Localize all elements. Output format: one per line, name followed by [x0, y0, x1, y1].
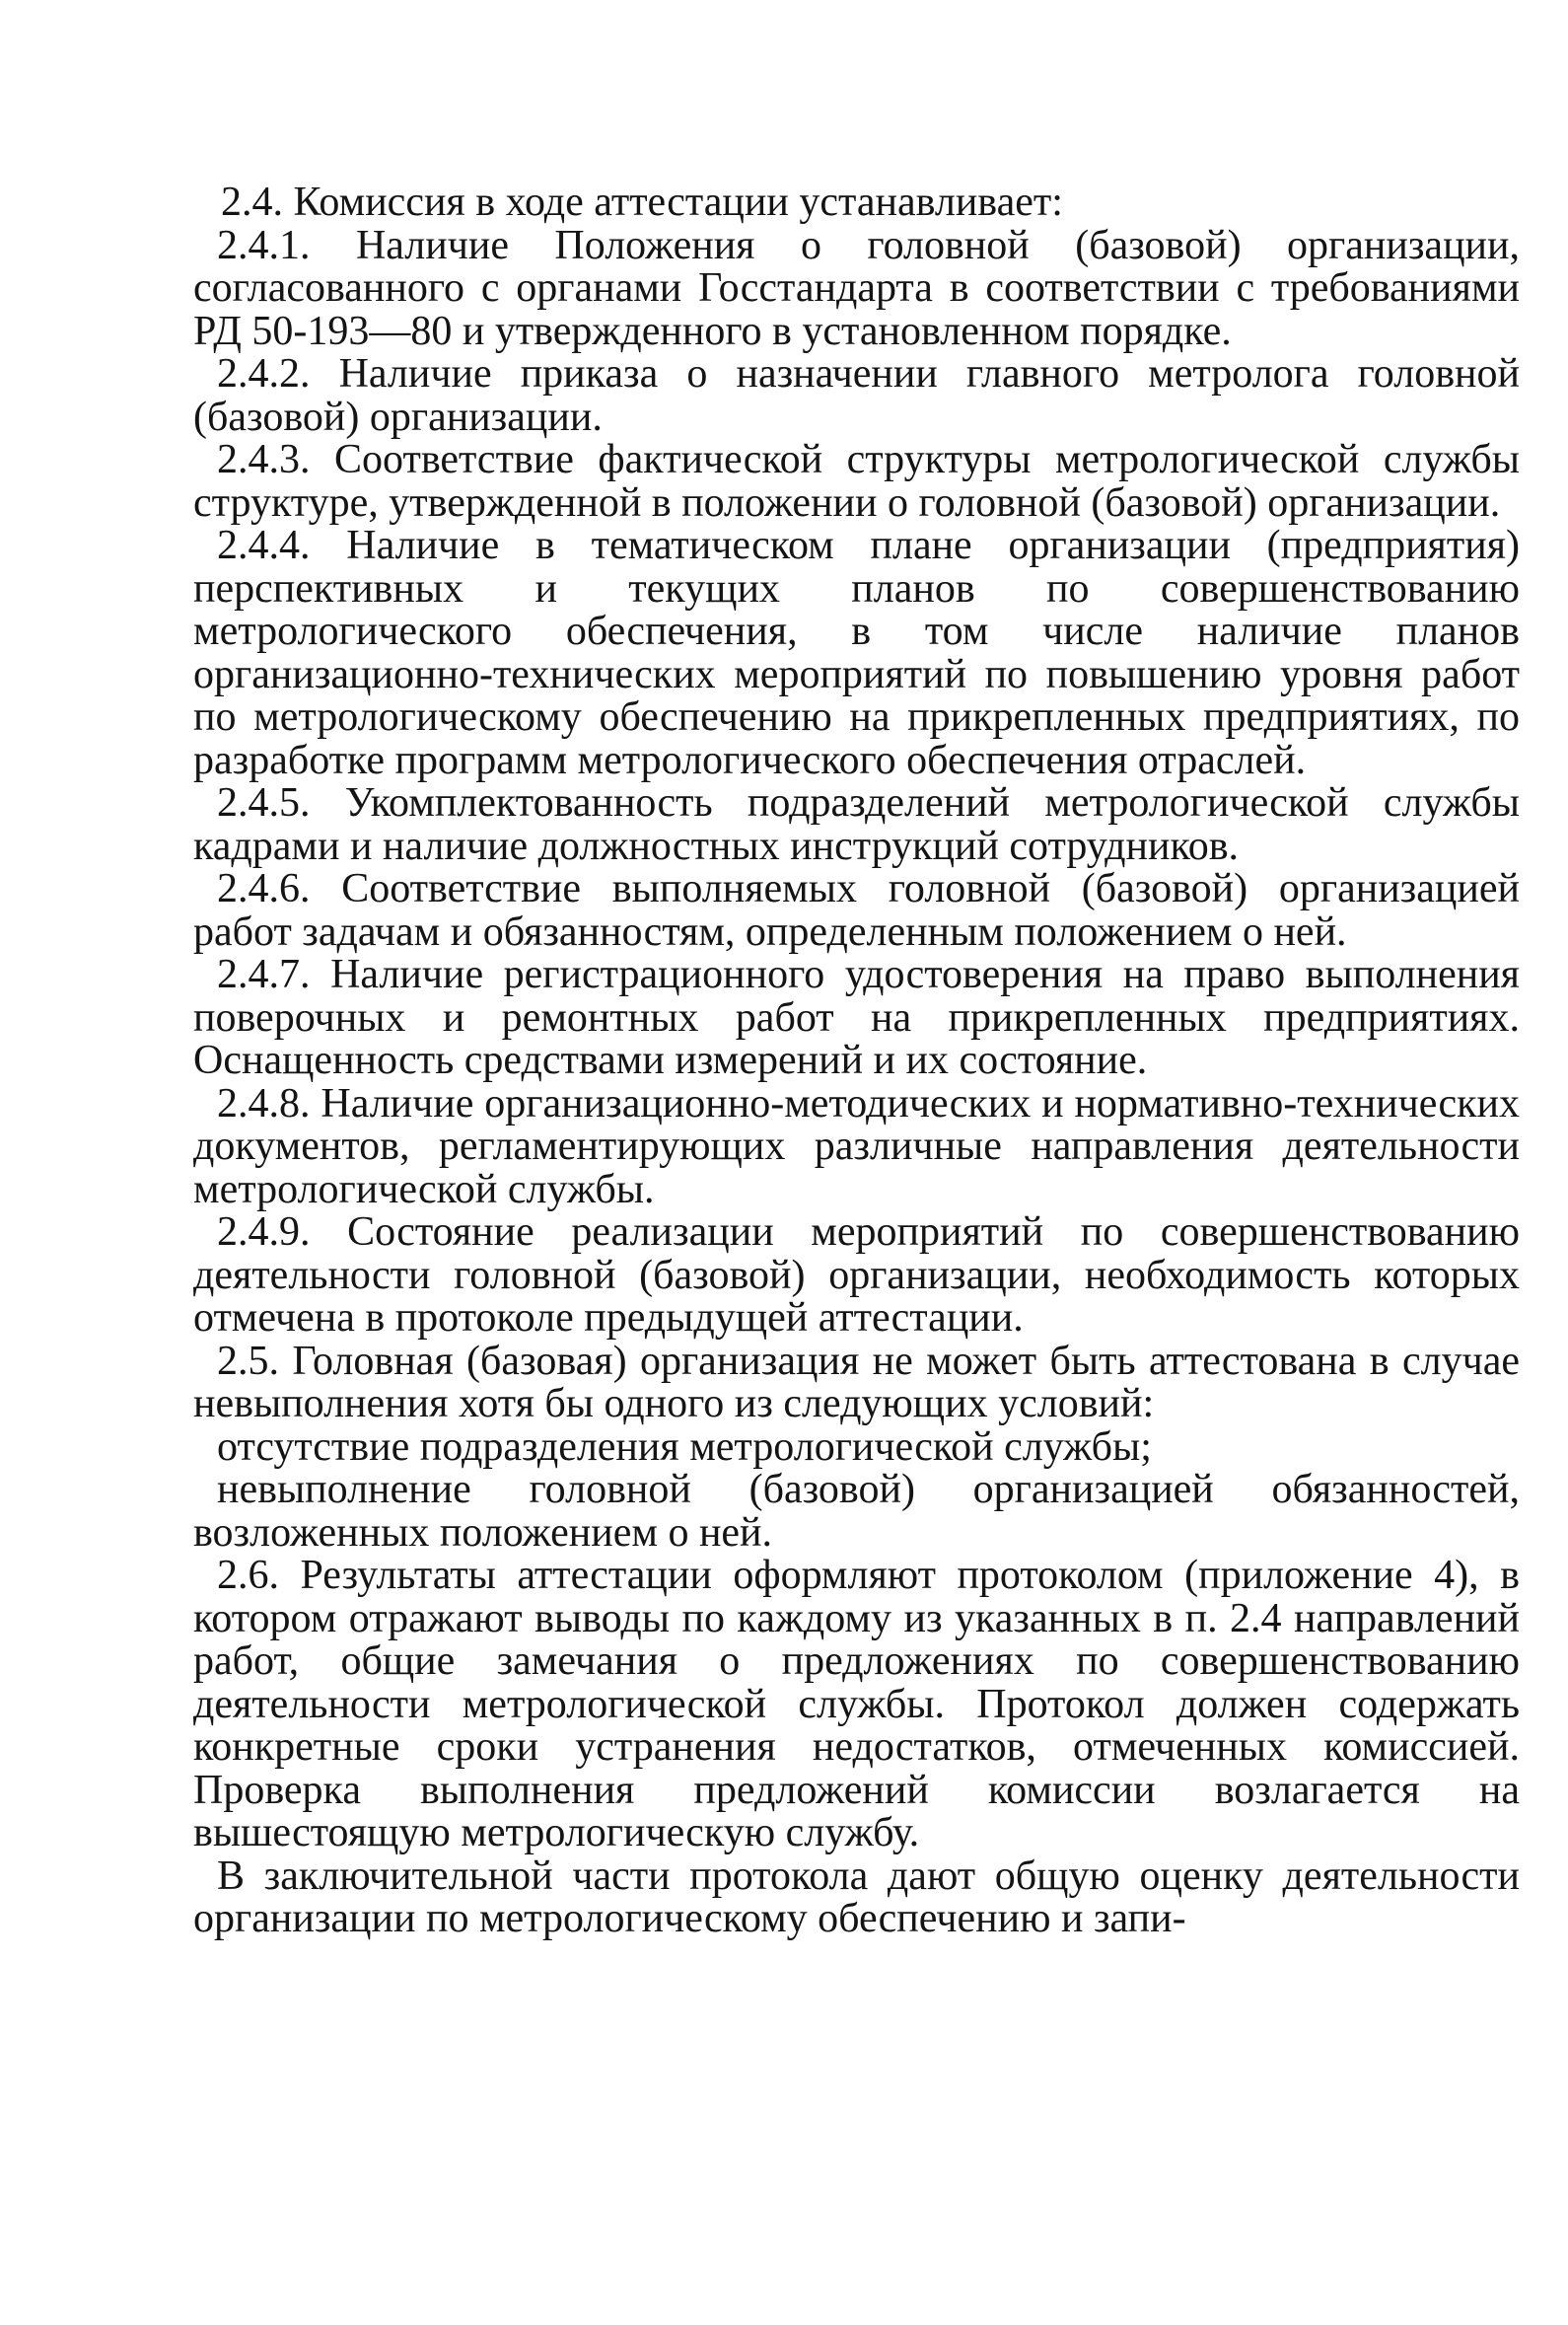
- paragraph-2-4-6: 2.4.6. Соответствие выполняемых головной (базовой) организацией работ задачам и обязанностям, определенным положением о ней.: [193, 866, 1520, 955]
- paragraph-2-4-2: 2.4.2. Наличие приказа о назначении главного метролога головной (базовой) организации.: [193, 351, 1520, 440]
- paragraph-2-4-7: 2.4.7. Наличие регистрационного удостоверения на право выполнения поверочных и ремонтных работ на прикрепленных предприятиях. Оснащенность средствами измерений и их состояние.: [193, 952, 1520, 1083]
- paragraph-2-4: 2.4. Комиссия в ходе аттестации устанавливает:: [221, 180, 1063, 225]
- paragraph-2-4-3: 2.4.3. Соответствие фактической структуры метрологической службы структуре, утвержденной в положении о головной (базовой) организации.: [193, 437, 1520, 526]
- paragraph-2-4-8: 2.4.8. Наличие организационно-методических и нормативно-технических документов, регламентирующих различные направления деятельности метрологической службы.: [193, 1080, 1520, 1212]
- paragraph-conclusion: В заключительной части протокола дают общую оценку деятельности организации по метрологическому обеспечению и запи-: [193, 1853, 1520, 1941]
- paragraph-2-4-4: 2.4.4. Наличие в тематическом плане организации (предприятия) перспективных и текущих планов по совершенствованию метрологического обеспечения, в том числе наличие планов организационно-технических мероприятий по повышению уровня работ по метрологическому обеспечению на прикрепленных предприятиях, по разработке программ метрологического обеспечения отраслей.: [193, 523, 1520, 783]
- paragraph-2-4-9: 2.4.9. Состояние реализации мероприятий по совершенствованию деятельности головной (базовой) организации, необходимость которых отмечена в протоколе предыдущей аттестации.: [193, 1209, 1520, 1341]
- paragraph-2-5: 2.5. Головная (базовая) организация не может быть аттестована в случае невыполнения хотя бы одного из следующих условий:: [193, 1338, 1520, 1426]
- document-page: [193, 182, 1520, 1941]
- condition-item-2: невыполнение головной (базовой) организацией обязанностей, возложенных положением о ней.: [193, 1467, 1520, 1556]
- condition-item-1: отсутствие подразделения метрологической службы;: [217, 1423, 1152, 1470]
- paragraph-2-4-1: 2.4.1. Наличие Положения о головной (базовой) организации, согласованного с органами Госстандарта в соответствии с требованиями РД 50-193—80 и утвержденного в установленном порядке.: [193, 222, 1520, 354]
- paragraph-2-4-5: 2.4.5. Укомплектованность подразделений метрологической службы кадрами и наличие должностных инструкций сотрудников.: [193, 780, 1520, 869]
- paragraph-2-6: 2.6. Результаты аттестации оформляют протоколом (приложение 4), в котором отражают выводы по каждому из указанных в п. 2.4 направлений работ, общие замечания о предложениях по совершенствованию деятельности метрологической службы. Протокол должен содержать конкретные сроки устранения недостатков, отмеченных комиссией. Проверка выполнения предложений комиссии возлагается на вышестоящую метрологическую службу.: [193, 1553, 1520, 1855]
